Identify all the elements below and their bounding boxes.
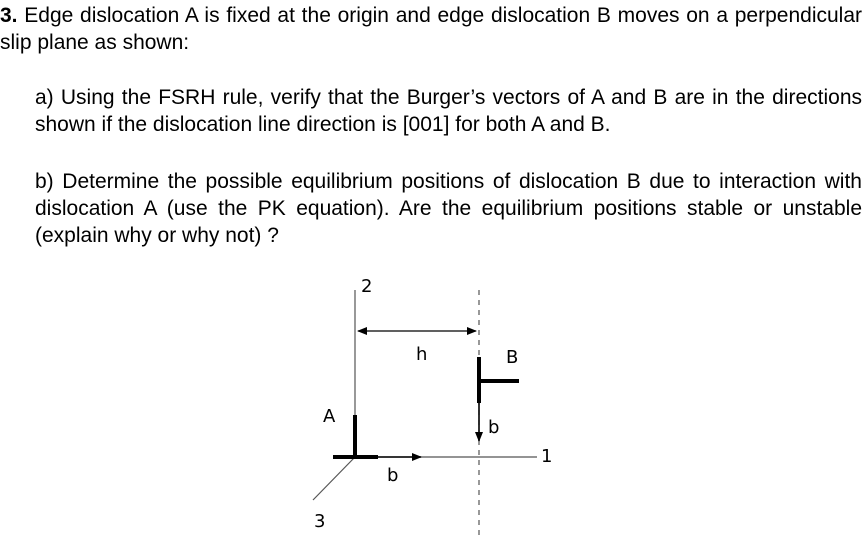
problem-intro-text: Edge dislocation A is fixed at the origin and edge dislocation B moves on a perpendicular slip plane as shown: bbox=[0, 4, 862, 54]
burgers-b-label: b bbox=[488, 417, 500, 438]
axis-1-label: 1 bbox=[541, 446, 553, 467]
dislocation-a-label: A bbox=[323, 406, 336, 427]
axis-3-label: 3 bbox=[314, 511, 326, 532]
axis-3-line bbox=[313, 457, 355, 500]
burgers-a-label: b bbox=[387, 465, 399, 486]
part-b-text: b) Determine the possible equilibrium positions of dislocation B due to interaction with dislocation A (use the PK equation). Are the equilibrium positions stable or unstable (explain why or why not) ? bbox=[35, 170, 862, 247]
h-label: h bbox=[416, 344, 428, 365]
problem-number: 3. bbox=[0, 4, 18, 27]
axis-2-label: 2 bbox=[361, 276, 373, 297]
part-a-text: a) Using the FSRH rule, verify that the Burger’s vectors of A and B are in the directions shown if the dislocation line direction is [001] for both A and B. bbox=[35, 86, 862, 136]
dislocation-a-symbol bbox=[333, 415, 378, 457]
dislocation-b-label: B bbox=[506, 347, 519, 368]
